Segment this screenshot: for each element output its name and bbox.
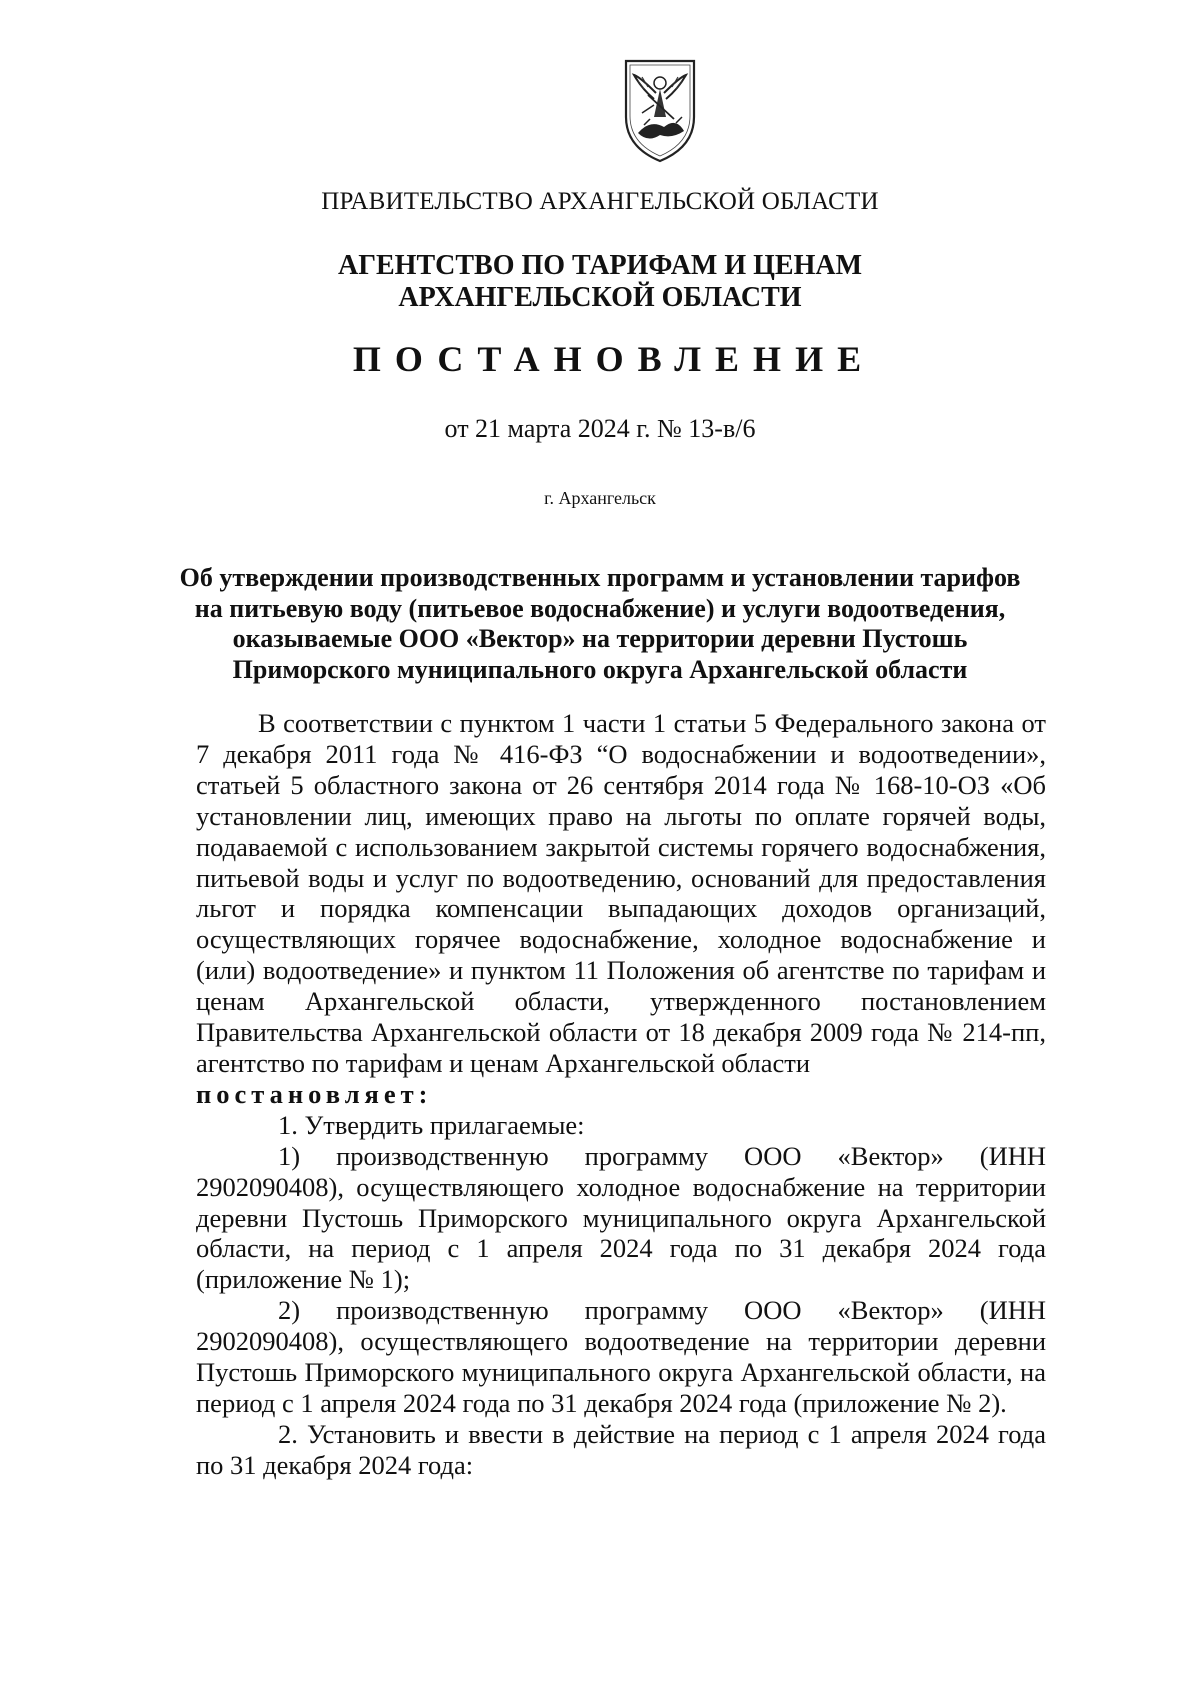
item-1-1: 1) производственную программу ООО «Вектор» (ИНН 2902090408), осуществляющего холодное водоснабжение на территории деревни Пустошь Приморского муниципального округа Архангельской области, на период с 1 апреля 2024 года по 31 декабря 2024 года (приложение № 1); [196, 1140, 1046, 1295]
arkhangelsk-coat-of-arms-icon [620, 55, 700, 165]
document-type: ПОСТАНОВЛЕНИЕ [352, 339, 876, 379]
resolves-word [196, 1079, 1046, 1110]
document-city: г. Архангельск [544, 488, 656, 508]
item-1-2: 2) производственную программу ООО «Вектор» (ИНН 2902090408), осуществляющего водоотведение на территории деревни Пустошь Приморского муниципального округа Архангельской области, на период с 1 апреля 2024 года по 31 декабря 2024 года (приложение № 2). [196, 1295, 1046, 1418]
document-title [0, 563, 1200, 685]
document-date-number: от 21 марта 2024 г. № 13-в/6 [444, 414, 756, 443]
government-name: ПРАВИТЕЛЬСТВО АРХАНГЕЛЬСКОЙ ОБЛАСТИ [321, 188, 879, 215]
agency-name-line2: АРХАНГЕЛЬСКОЙ ОБЛАСТИ [398, 282, 802, 313]
agency-name [0, 250, 1200, 314]
preamble-paragraph: В соответствии с пунктом 1 части 1 статьи 5 Федерального закона от 7 декабря 2011 года № 416-ФЗ “О водоснабжении и водоотведении», статьей 5 областного закона от 26 сентября 2014 года № 168-10-ОЗ «Об установлении лиц, имеющих право на льготы по оплате горячей воды, подаваемой с использованием закрытой системы горячего водоснабжения, питьевой воды и услуг по водоотведению, оснований для предоставления льгот и порядка компенсации выпадающих доходов организаций, осуществляющих горячее водоснабжение, холодное водоснабжение и (или) водоотведение» и пунктом 11 Положения об агентстве по тарифам и ценам Архангельской области, утвержденного постановлением Правительства Архангельской области от 18 декабря 2009 года № 214-пп, агентство по тарифам и ценам Архангельской области [196, 708, 1046, 1078]
resolves-label: постановляет: [196, 1078, 433, 1109]
item-1: 1. Утвердить прилагаемые: [278, 1109, 585, 1140]
title-line2: на питьевую воду (питьевое водоснабжение) и услуги водоотведения, [194, 593, 1006, 623]
item-2: 2. Установить и ввести в действие на период с 1 апреля 2024 года по 31 декабря 2024 года: [196, 1418, 1046, 1480]
agency-name-line1: АГЕНТСТВО ПО ТАРИФАМ И ЦЕНАМ [337, 250, 863, 281]
title-line4: Приморского муниципального округа Архангельской области [232, 654, 968, 684]
title-line3: оказываемые ООО «Вектор» на территории деревни Пустошь [232, 624, 968, 653]
title-line1: Об утверждении производственных программ и установлении тарифов [179, 563, 1021, 592]
document-body [196, 708, 1046, 1481]
